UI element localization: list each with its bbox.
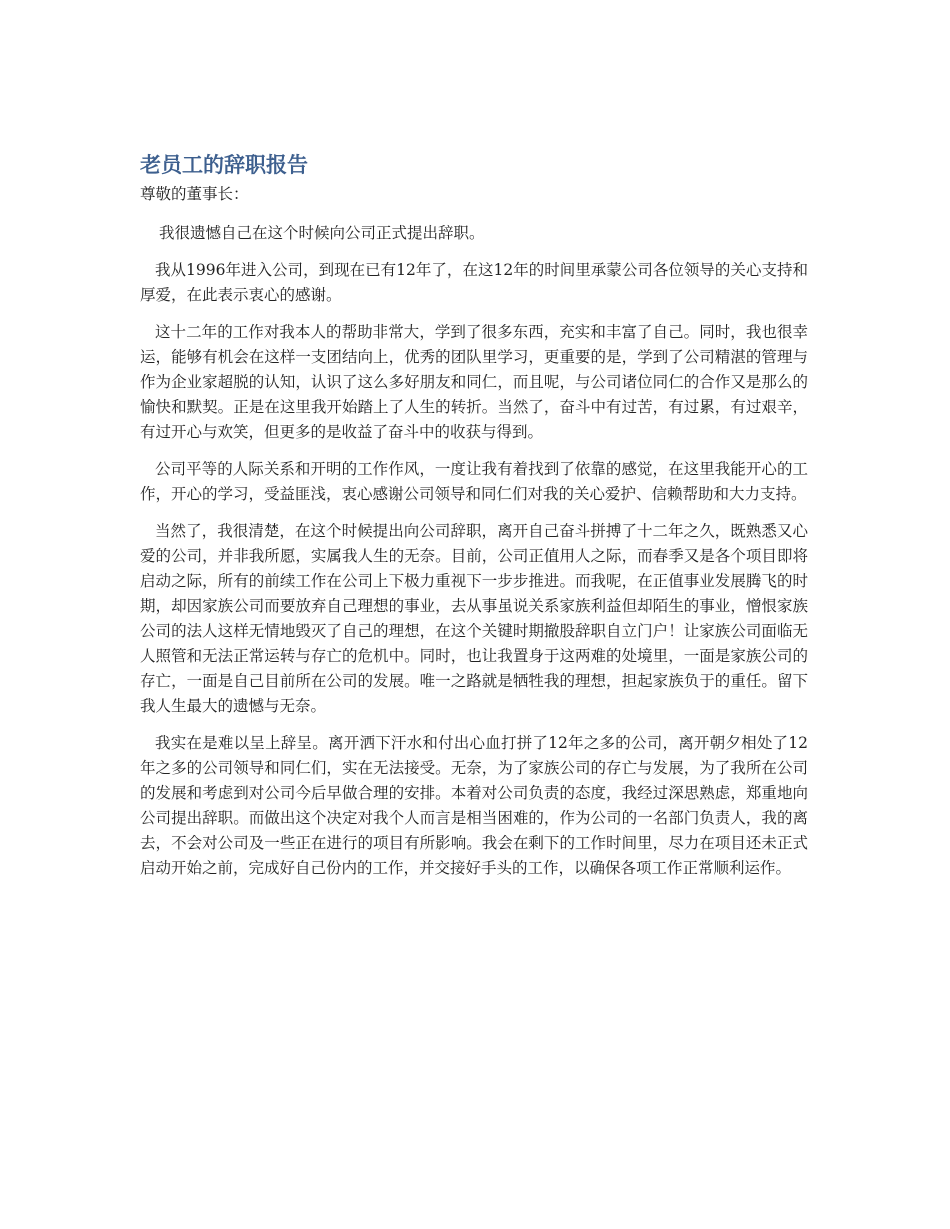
paragraph-5: 当然了，我很清楚，在这个时候提出向公司辞职，离开自己奋斗拼搏了十二年之久，既熟悉又心爱的公司，并非我所愿，实属我人生的无奈。目前，公司正值用人之际，而春季又是各个项目即将启动之际，所有的前续工作在公司上下极力重视下一步步推进。而我呢，在正值事业发展腾飞的时期，却因家族公司而要放弃自己理想的事业，去从事虽说关系家族利益但却陌生的事业，憎恨家族公司的法人这样无情地毁灭了自己的理想，在这个关键时期撤股辞职自立门户！让家族公司面临无人照管和无法正常运转与存亡的危机中。同时，也让我置身于这两难的处境里，一面是家族公司的存亡，一面是自己目前所在公司的发展。唯一之路就是牺牲我的理想，担起家族负于的重任。留下我人生最大的遗憾与无奈。 xyxy=(140,522,808,715)
document-body xyxy=(140,148,808,893)
paragraph-4: 公司平等的人际关系和开明的工作作风，一度让我有着找到了依靠的感觉，在这里我能开心的工作，开心的学习，受益匪浅，衷心感谢公司领导和同仁们对我的关心爱护、信赖帮助和大力支持。 xyxy=(140,460,808,503)
salutation: 尊敬的董事长： xyxy=(140,185,249,203)
document-title: 老员工的辞职报告 xyxy=(140,153,308,177)
paragraph-2: 我从1996年进入公司，到现在已有12年了，在这12年的时间里承蒙公司各位领导的关心支持和厚爱，在此表示衷心的感谢。 xyxy=(140,261,808,304)
paragraph-1: 我很遗憾自己在这个时候向公司正式提出辞职。 xyxy=(159,224,485,242)
paragraph-6: 我实在是难以呈上辞呈。离开洒下汗水和付出心血打拼了12年之多的公司，离开朝夕相处了12年之多的公司领导和同仁们，实在无法接受。无奈，为了家族公司的存亡与发展，为了我所在公司的发展和考虑到对公司今后早做合理的安排。本着对公司负责的态度，我经过深思熟虑，郑重地向公司提出辞职。而做出这个决定对我个人而言是相当困难的，作为公司的一名部门负责人，我的离去，不会对公司及一些正在进行的项目有所影响。我会在剩下的工作时间里，尽力在项目还未正式启动开始之前，完成好自己份内的工作，并交接好手头的工作，以确保各项工作正常顺利运作。 xyxy=(140,734,808,877)
paragraph-3: 这十二年的工作对我本人的帮助非常大，学到了很多东西，充实和丰富了自己。同时，我也很幸运，能够有机会在这样一支团结向上，优秀的团队里学习，更重要的是，学到了公司精湛的管理与作为企业家超脱的认知，认识了这么多好朋友和同仁，而且呢，与公司诸位同仁的合作又是那么的愉快和默契。正是在这里我开始踏上了人生的转折。当然了，奋斗中有过苦，有过累，有过艰辛，有过开心与欢笑，但更多的是收益了奋斗中的收获与得到。 xyxy=(140,323,808,441)
